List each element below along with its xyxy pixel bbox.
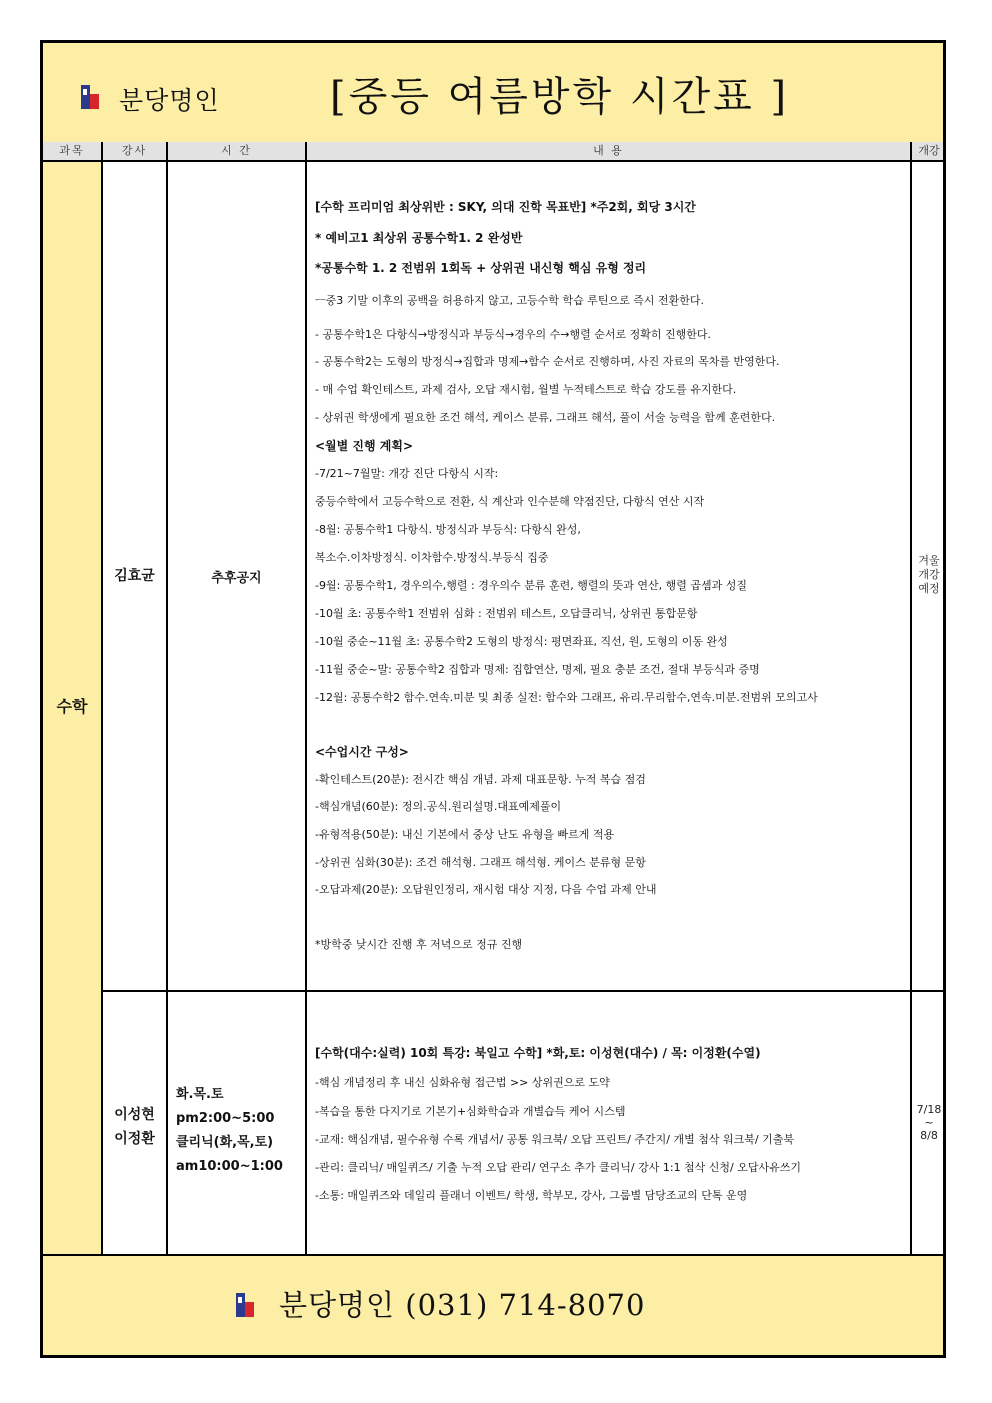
content-line: -소통: 매일퀴즈와 데일리 플래너 이벤트/ 학생, 학부모, 강사, 그룹별 담당조교의 단톡 운영 (315, 1189, 748, 1202)
content-line: *공통수학 1. 2 전범위 1회독 + 상위권 내신형 핵심 유형 정리 (315, 261, 647, 275)
subject-cell (43, 162, 101, 1258)
column-header-subject: 과목 (59, 144, 85, 157)
content-line: -교재: 핵심개념, 필수유형 수록 개념서/ 공통 워크북/ 오답 프린트/ 주간지/ 개별 첨삭 워크북/ 기출북 (315, 1133, 794, 1146)
content-line: -10월 중순~11월 초: 공통수학2 도형의 방정식: 평면좌표, 직선, 원, 도형의 이동 완성 (315, 635, 728, 648)
content-line: [수학(대수:실력) 10회 특강: 북일고 수학] *화,토: 이성현(대수) / 목: 이정환(수열) (315, 1046, 761, 1060)
brand-logo-icon (81, 85, 99, 109)
content-line: -상위권 심화(30분): 조건 해석형. 그래프 해석형. 케이스 분류형 문항 (315, 856, 646, 869)
open-date-cell (912, 1103, 946, 1142)
open-text: 7/18 (916, 1103, 942, 1116)
content-line: -8월: 공통수학1 다항식. 방정식과 부등식: 다항식 완성, (315, 523, 581, 536)
content-line: -관리: 클리닉/ 매일퀴즈/ 기출 누적 오답 관리/ 연구소 추가 클리닉/ 강사 1:1 첨삭 신청/ 오답사유쓰기 (315, 1161, 802, 1174)
content-line: 중등수학에서 고등수학으로 전환, 식 계산과 인수분해 약점진단, 다항식 연산 시작 (315, 495, 705, 508)
content-line: *방학중 낮시간 진행 후 저녁으로 정규 진행 (315, 938, 523, 951)
teacher-cell (103, 565, 166, 585)
content-line: ㅡ중3 기말 이후의 공백을 허용하지 않고, 고등수학 학습 루틴으로 즉시 전환한다. (315, 294, 704, 307)
open-date-cell (912, 554, 946, 596)
divider (166, 142, 168, 1258)
page-header (43, 43, 943, 144)
brand-logo-icon (236, 1293, 254, 1317)
content-line: <수업시간 구성> (315, 745, 409, 759)
open-text: 예정 (918, 582, 940, 595)
time-text: 화.목.토 (176, 1087, 224, 1102)
content-line: -오답과제(20분): 오답원인정리, 재시험 대상 지정, 다음 수업 과제 안내 (315, 883, 657, 896)
brand-name: 분당명인 (119, 86, 220, 115)
time-cell (176, 1083, 301, 1179)
content-line: -10월 초: 공통수학1 전범위 심화 : 전범위 테스트, 오답클리닉, 상위권 통합문항 (315, 607, 698, 620)
content-line: -12월: 공통수학2 함수.연속.미분 및 최종 실전: 함수와 그래프, 유리.무리함수,연속.미분.전범위 모의고사 (315, 691, 818, 704)
content-line: - 매 수업 확인테스트, 과제 검사, 오답 재시험, 월별 누적테스트로 학습 강도를 유지한다. (315, 383, 737, 396)
page-footer (43, 1254, 943, 1355)
column-header-teacher: 강사 (121, 144, 148, 157)
class-content (315, 1043, 905, 1243)
content-line: [수학 프리미엄 최상위반 : SKY, 의대 진학 목표반] *주2회, 회당 3시간 (315, 200, 696, 214)
column-header-content: 내 용 (593, 144, 624, 157)
content-line: -9월: 공통수학1, 경우의수,행렬 : 경우의수 분류 훈련, 행렬의 뜻과 연산, 행렬 곱셈과 성질 (315, 579, 747, 592)
time-cell (168, 567, 305, 586)
subject-label: 수학 (56, 697, 88, 716)
content-line: * 예비고1 최상위 공통수학1. 2 완성반 (315, 231, 523, 245)
content-line: -복습을 통한 다지기로 기본기+심화학습과 개별습득 케어 시스템 (315, 1105, 626, 1118)
teacher-cell (103, 1103, 166, 1151)
open-text: ~ (924, 1116, 934, 1129)
teacher-name: 김효균 (114, 568, 155, 584)
column-header-row (43, 142, 943, 162)
timetable-frame (40, 40, 946, 1358)
footer-contact: 분당명인 (031) 714-8070 (279, 1288, 646, 1322)
content-line: -유형적용(50분): 내신 기본에서 중상 난도 유형을 빠르게 적용 (315, 828, 615, 841)
content-line: -확인테스트(20분): 전시간 핵심 개념. 과제 대표문항. 누적 복습 점검 (315, 773, 646, 786)
content-line: -11월 중순~말: 공통수학2 집합과 명제: 집합연산, 명제, 필요 충분 조건, 절대 부등식과 증명 (315, 663, 760, 676)
content-line: -핵심 개념정리 후 내신 심화유형 접근법 >> 상위권으로 도약 (315, 1076, 610, 1089)
time-text: 클리닉(화,목,토) (176, 1135, 274, 1150)
divider (305, 142, 307, 1258)
time-text: 추후공지 (211, 571, 262, 586)
time-text: am10:00~1:00 (176, 1159, 283, 1174)
content-line: 복소수.이차방정식. 이차함수.방정식.부등식 집중 (315, 551, 549, 564)
content-line: -핵심개념(60분): 정의.공식.원리설명.대표예제풀이 (315, 800, 562, 813)
column-header-time: 시 간 (221, 144, 252, 157)
open-text: 8/8 (920, 1129, 938, 1142)
column-header-open: 개강 (918, 144, 940, 157)
divider (101, 990, 943, 992)
content-line: - 공통수학1은 다항식→방정식과 부등식→경우의 수→행렬 순서로 정확히 진행한다. (315, 328, 711, 341)
content-line: -7/21~7월말: 개강 진단 다항식 시작: (315, 467, 499, 480)
page-title: [중등 여름방학 시간표 ] (330, 74, 790, 120)
open-text: 겨울 (918, 554, 940, 567)
content-line: - 공통수학2는 도형의 방정식→집합과 명제→함수 순서로 진행하며, 사진 자료의 목차를 반영한다. (315, 355, 780, 368)
open-text: 개강 (918, 568, 940, 581)
time-text: pm2:00~5:00 (176, 1111, 275, 1126)
divider (910, 142, 912, 1258)
content-line: <월별 진행 계획> (315, 439, 414, 453)
class-content (315, 194, 905, 984)
content-line: - 상위권 학생에게 필요한 조건 해석, 케이스 분류, 그래프 해석, 풀이 서술 능력을 함께 훈련한다. (315, 411, 776, 424)
divider (101, 142, 103, 1258)
teacher-name: 이성현 이정환 (114, 1107, 155, 1147)
